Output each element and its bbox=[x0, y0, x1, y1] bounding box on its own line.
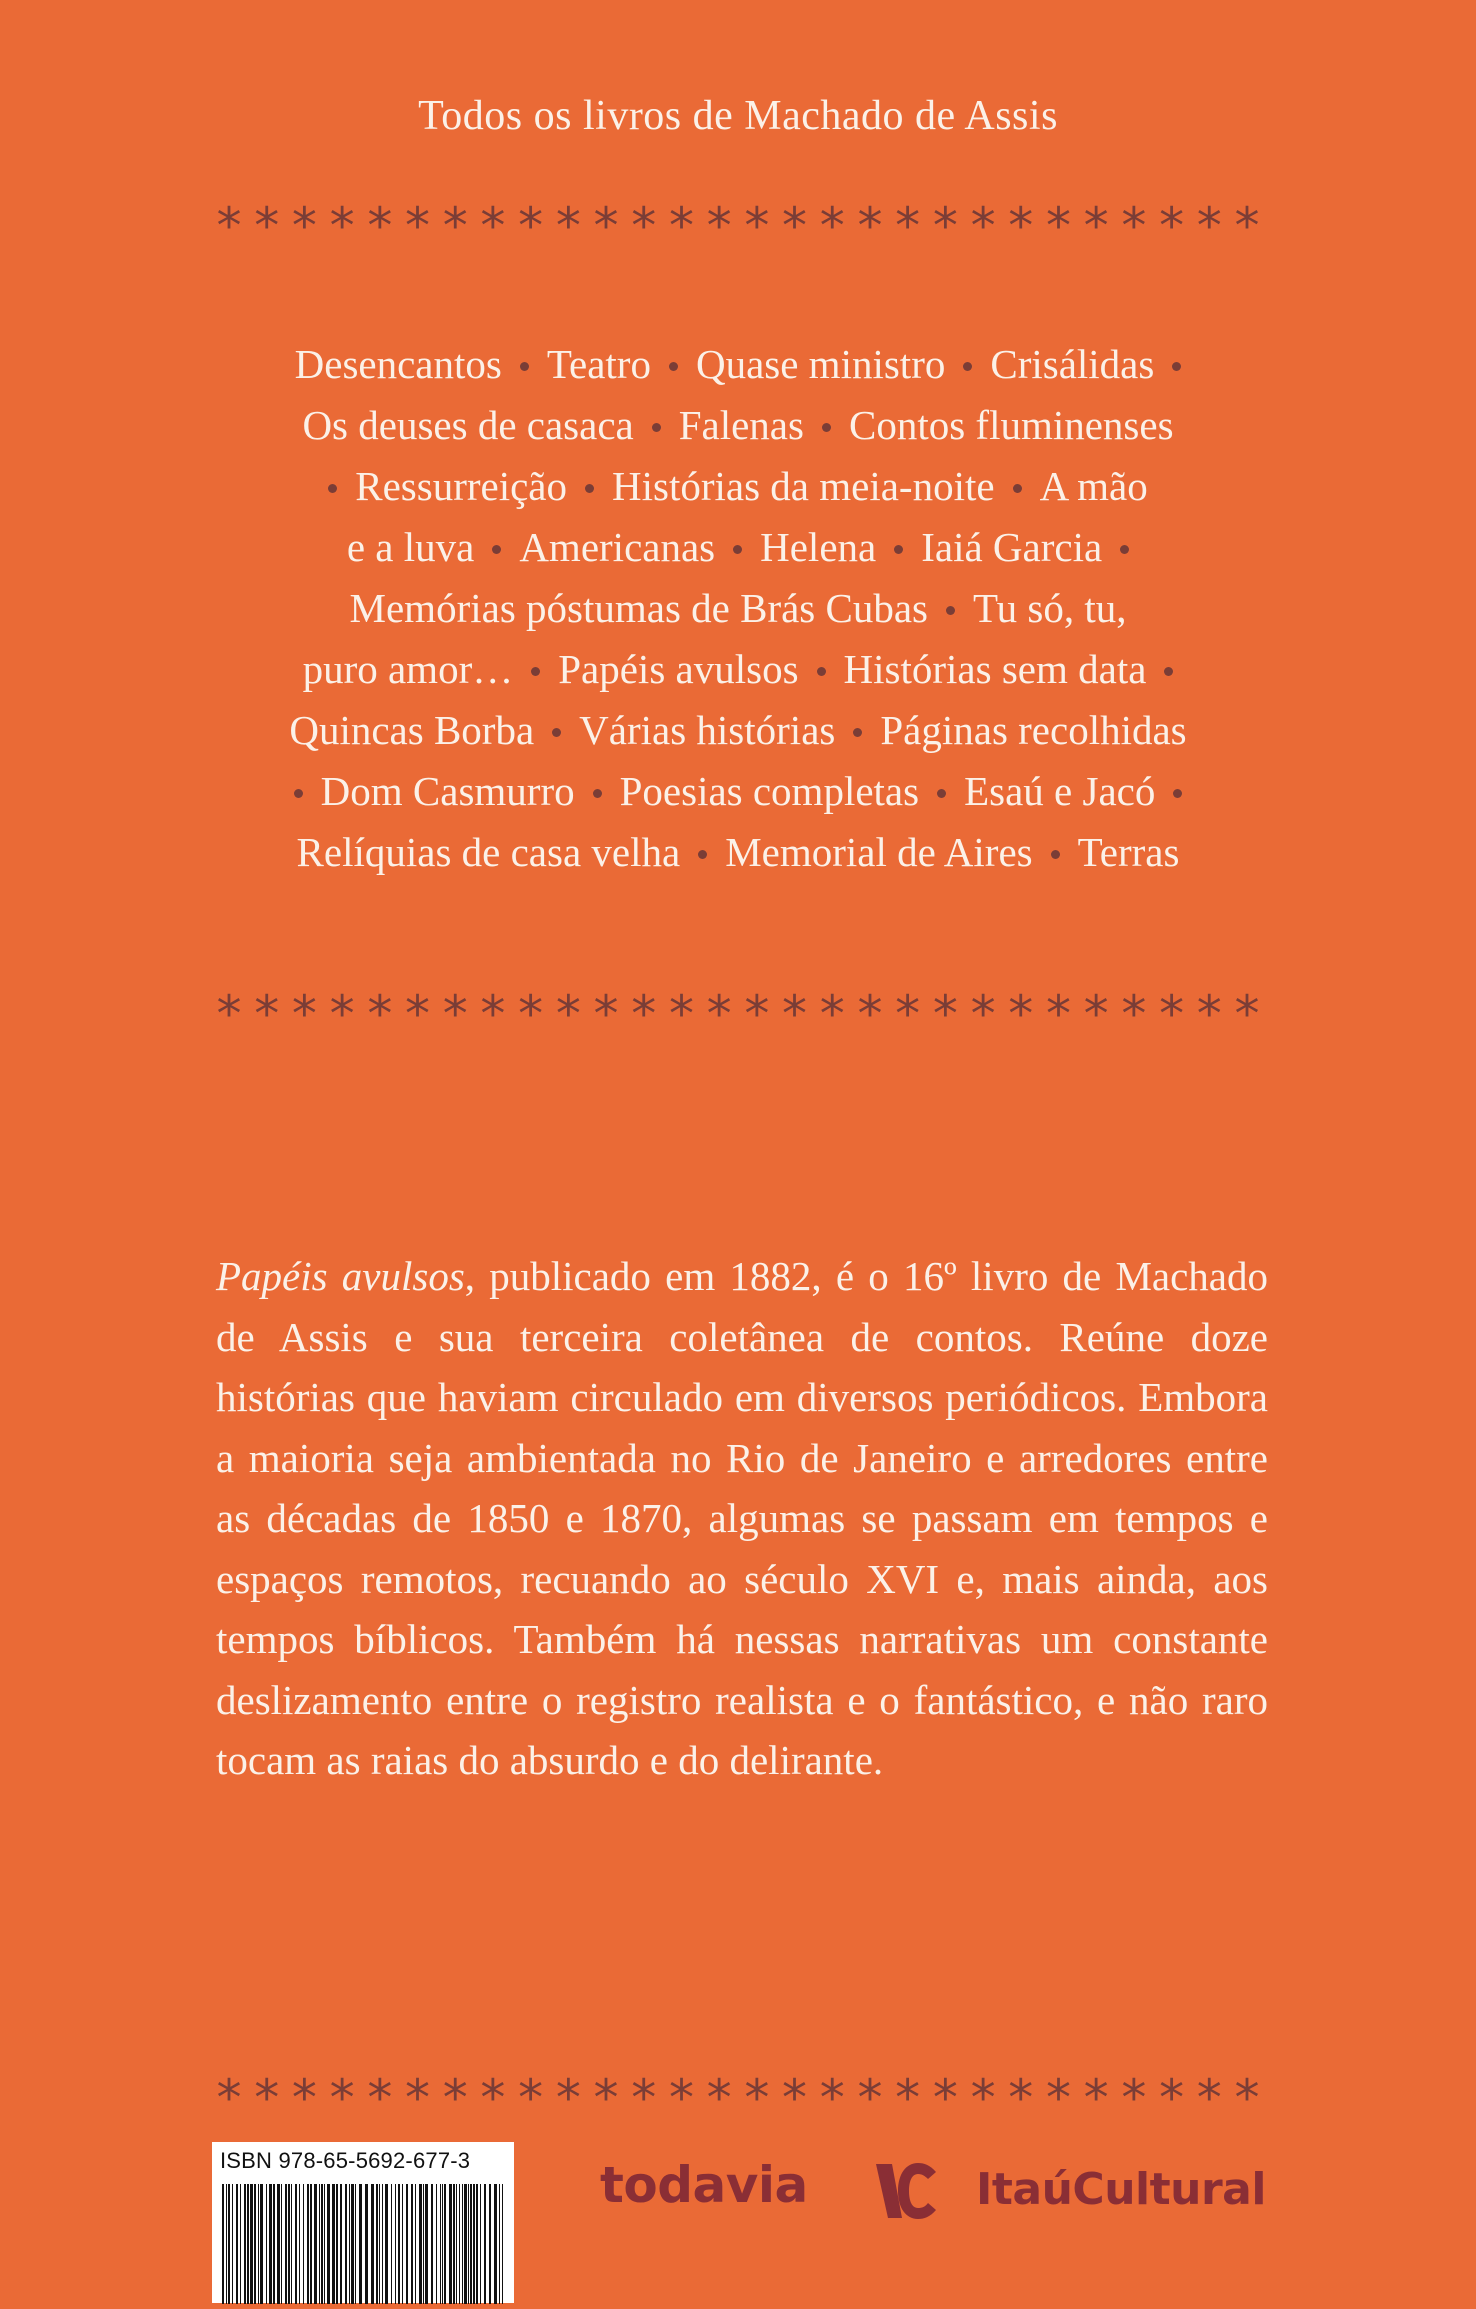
barcode-bar bbox=[489, 2184, 491, 2304]
bullet-separator-icon bbox=[652, 423, 661, 432]
asterisk-glyph: * bbox=[405, 197, 431, 255]
book-title: Os deuses de casaca bbox=[302, 402, 634, 448]
barcode-bar bbox=[319, 2184, 320, 2304]
barcode-bar bbox=[470, 2184, 472, 2304]
book-title: Memórias póstumas de Brás Cubas bbox=[349, 585, 929, 631]
asterisk-divider-top bbox=[212, 197, 1264, 255]
asterisk-glyph: * bbox=[254, 2069, 280, 2127]
asterisk-glyph: * bbox=[1083, 985, 1109, 1043]
barcode-bar bbox=[340, 2184, 342, 2304]
asterisk-glyph: * bbox=[1159, 2069, 1185, 2127]
barcode-bar bbox=[303, 2184, 304, 2304]
barcode-bar bbox=[273, 2184, 275, 2304]
bullet-separator-icon bbox=[853, 728, 862, 737]
asterisk-glyph: * bbox=[593, 2069, 619, 2127]
barcode-bar bbox=[244, 2184, 246, 2304]
barcode-bar bbox=[232, 2184, 233, 2304]
bullet-separator-icon bbox=[1172, 362, 1181, 371]
barcode-bar bbox=[376, 2184, 378, 2304]
book-title: Quincas Borba bbox=[289, 707, 535, 753]
synopsis-book-title: Papéis avulsos bbox=[216, 1253, 465, 1299]
book-title: Relíquias de casa velha bbox=[296, 829, 681, 875]
asterisk-glyph: * bbox=[1196, 197, 1222, 255]
barcode-bar bbox=[310, 2184, 312, 2304]
book-title: puro amor… bbox=[302, 646, 514, 692]
barcode-bar bbox=[314, 2184, 317, 2304]
asterisk-glyph: * bbox=[442, 2069, 468, 2127]
book-list-line bbox=[180, 456, 1296, 517]
book-list-line bbox=[180, 700, 1296, 761]
barcode-bar bbox=[236, 2184, 238, 2304]
book-title: Teatro bbox=[546, 341, 651, 387]
asterisk-glyph: * bbox=[291, 2069, 317, 2127]
bullet-separator-icon bbox=[894, 545, 903, 554]
barcode-bar bbox=[240, 2184, 241, 2304]
asterisk-glyph: * bbox=[782, 2069, 808, 2127]
asterisk-glyph: * bbox=[367, 985, 393, 1043]
asterisk-glyph: * bbox=[895, 197, 921, 255]
asterisk-glyph: * bbox=[970, 2069, 996, 2127]
asterisk-glyph: * bbox=[1159, 985, 1185, 1043]
barcode-bar bbox=[419, 2184, 422, 2304]
barcode-bar bbox=[398, 2184, 400, 2304]
asterisk-glyph: * bbox=[480, 985, 506, 1043]
bullet-separator-icon bbox=[963, 362, 972, 371]
book-list-line bbox=[180, 639, 1296, 700]
asterisk-glyph: * bbox=[1234, 985, 1260, 1043]
barcode-bar bbox=[307, 2184, 309, 2304]
barcode-bar bbox=[449, 2184, 452, 2304]
book-title: Americanas bbox=[519, 524, 716, 570]
asterisk-divider-middle bbox=[212, 985, 1264, 1043]
asterisk-glyph: * bbox=[631, 197, 657, 255]
asterisk-glyph: * bbox=[668, 985, 694, 1043]
book-title: Crisálidas bbox=[990, 341, 1155, 387]
bullet-separator-icon bbox=[520, 362, 529, 371]
barcode-bar bbox=[299, 2184, 300, 2304]
barcode-bar bbox=[464, 2184, 467, 2304]
asterisk-glyph: * bbox=[744, 2069, 770, 2127]
asterisk-glyph: * bbox=[1121, 2069, 1147, 2127]
barcode-bar bbox=[288, 2184, 290, 2304]
bullet-separator-icon bbox=[946, 606, 955, 615]
barcode-bar bbox=[385, 2184, 388, 2304]
bullet-separator-icon bbox=[585, 484, 594, 493]
asterisk-glyph: * bbox=[932, 2069, 958, 2127]
bullet-separator-icon bbox=[1013, 484, 1022, 493]
book-title: Memorial de Aires bbox=[725, 829, 1033, 875]
asterisk-glyph: * bbox=[480, 197, 506, 255]
asterisk-glyph: * bbox=[442, 197, 468, 255]
barcode-bar bbox=[222, 2184, 224, 2304]
bullet-separator-icon bbox=[531, 667, 540, 676]
asterisk-glyph: * bbox=[593, 985, 619, 1043]
asterisk-glyph: * bbox=[744, 197, 770, 255]
bullet-separator-icon bbox=[1173, 789, 1182, 798]
asterisk-glyph: * bbox=[518, 985, 544, 1043]
book-title: Contos fluminenses bbox=[848, 402, 1174, 448]
barcode-bar bbox=[406, 2184, 408, 2304]
barcode-bar bbox=[391, 2184, 392, 2304]
barcode-bar bbox=[371, 2184, 374, 2304]
asterisk-glyph: * bbox=[1121, 197, 1147, 255]
barcode-bar bbox=[285, 2184, 287, 2304]
itau-cultural-mark-icon bbox=[872, 2160, 938, 2222]
asterisk-glyph: * bbox=[216, 2069, 242, 2127]
barcode-bar bbox=[395, 2184, 396, 2304]
asterisk-glyph: * bbox=[216, 985, 242, 1043]
asterisk-glyph: * bbox=[555, 2069, 581, 2127]
book-list-line bbox=[180, 395, 1296, 456]
asterisk-glyph: * bbox=[668, 197, 694, 255]
barcode-bar bbox=[277, 2184, 280, 2304]
asterisk-glyph: * bbox=[782, 197, 808, 255]
asterisk-glyph: * bbox=[706, 197, 732, 255]
asterisk-glyph: * bbox=[1083, 197, 1109, 255]
isbn-barcode bbox=[212, 2142, 514, 2303]
barcode-bar bbox=[266, 2184, 267, 2304]
book-title: Desencantos bbox=[294, 341, 502, 387]
asterisk-glyph: * bbox=[1008, 985, 1034, 1043]
book-title: A mão bbox=[1039, 463, 1148, 509]
asterisk-glyph: * bbox=[1008, 197, 1034, 255]
barcode-bars bbox=[220, 2184, 506, 2304]
asterisk-glyph: * bbox=[744, 985, 770, 1043]
asterisk-glyph: * bbox=[706, 2069, 732, 2127]
asterisk-glyph: * bbox=[1045, 985, 1071, 1043]
book-title: Ressurreição bbox=[355, 463, 567, 509]
asterisk-glyph: * bbox=[216, 197, 242, 255]
barcode-bar bbox=[228, 2184, 230, 2304]
todavia-logo: todavia bbox=[600, 2156, 808, 2214]
book-title: Helena bbox=[760, 524, 877, 570]
asterisk-glyph: * bbox=[857, 985, 883, 1043]
asterisk-glyph: * bbox=[1196, 2069, 1222, 2127]
barcode-bar bbox=[402, 2184, 403, 2304]
bullet-separator-icon bbox=[937, 789, 946, 798]
book-title: Histórias da meia-noite bbox=[612, 463, 995, 509]
barcode-bar bbox=[332, 2184, 335, 2304]
barcode-bar bbox=[442, 2184, 443, 2304]
barcode-bar bbox=[359, 2184, 362, 2304]
asterisk-glyph: * bbox=[1159, 197, 1185, 255]
bullet-separator-icon bbox=[698, 850, 707, 859]
book-title: Falenas bbox=[678, 402, 804, 448]
book-title: Iaiá Garcia bbox=[921, 524, 1103, 570]
barcode-bar bbox=[480, 2184, 481, 2304]
asterisk-glyph: * bbox=[593, 197, 619, 255]
book-list-line bbox=[180, 578, 1296, 639]
asterisk-glyph: * bbox=[518, 197, 544, 255]
asterisk-glyph: * bbox=[367, 2069, 393, 2127]
book-title: e a luva bbox=[346, 524, 475, 570]
book-title: Várias histórias bbox=[579, 707, 836, 753]
book-list-line bbox=[180, 761, 1296, 822]
bullet-separator-icon bbox=[1051, 850, 1060, 859]
book-list bbox=[180, 334, 1296, 883]
asterisk-glyph: * bbox=[970, 197, 996, 255]
asterisk-divider-bottom bbox=[212, 2069, 1264, 2127]
book-list-line bbox=[180, 334, 1296, 395]
barcode-bar bbox=[379, 2184, 380, 2304]
asterisk-glyph: * bbox=[405, 2069, 431, 2127]
bullet-separator-icon bbox=[1164, 667, 1173, 676]
barcode-bar bbox=[453, 2184, 455, 2304]
asterisk-glyph: * bbox=[1045, 197, 1071, 255]
bullet-separator-icon bbox=[817, 667, 826, 676]
asterisk-glyph: * bbox=[970, 985, 996, 1043]
book-list-line bbox=[180, 822, 1296, 883]
asterisk-glyph: * bbox=[932, 197, 958, 255]
asterisk-glyph: * bbox=[329, 985, 355, 1043]
barcode-bar bbox=[468, 2184, 469, 2304]
barcode-bar bbox=[473, 2184, 475, 2304]
book-title: Terras bbox=[1077, 829, 1180, 875]
book-title: Poesias completas bbox=[619, 768, 920, 814]
barcode-bar bbox=[425, 2184, 428, 2304]
asterisk-glyph: * bbox=[1196, 985, 1222, 1043]
barcode-bar bbox=[250, 2184, 253, 2304]
barcode-bar bbox=[484, 2184, 486, 2304]
bullet-separator-icon bbox=[1120, 545, 1129, 554]
barcode-bar bbox=[269, 2184, 272, 2304]
barcode-bar bbox=[440, 2184, 441, 2304]
barcode-bar bbox=[494, 2184, 497, 2304]
book-title: Quase ministro bbox=[695, 341, 946, 387]
asterisk-glyph: * bbox=[857, 197, 883, 255]
asterisk-glyph: * bbox=[291, 985, 317, 1043]
barcode-bar bbox=[411, 2184, 413, 2304]
bullet-separator-icon bbox=[733, 545, 742, 554]
barcode-bar bbox=[415, 2184, 416, 2304]
asterisk-glyph: * bbox=[442, 985, 468, 1043]
asterisk-glyph: * bbox=[932, 985, 958, 1043]
asterisk-glyph: * bbox=[329, 197, 355, 255]
asterisk-glyph: * bbox=[782, 985, 808, 1043]
asterisk-glyph: * bbox=[819, 985, 845, 1043]
barcode-bar bbox=[281, 2184, 282, 2304]
bullet-separator-icon bbox=[593, 789, 602, 798]
asterisk-glyph: * bbox=[895, 2069, 921, 2127]
synopsis bbox=[216, 1246, 1268, 1791]
asterisk-glyph: * bbox=[631, 985, 657, 1043]
asterisk-glyph: * bbox=[1234, 2069, 1260, 2127]
asterisk-glyph: * bbox=[1121, 985, 1147, 1043]
barcode-bar bbox=[295, 2184, 297, 2304]
bullet-separator-icon bbox=[328, 484, 337, 493]
asterisk-glyph: * bbox=[254, 197, 280, 255]
barcode-bar bbox=[351, 2184, 354, 2304]
asterisk-glyph: * bbox=[518, 2069, 544, 2127]
barcode-bar bbox=[459, 2184, 460, 2304]
header-title: Todos os livros de Machado de Assis bbox=[418, 93, 1058, 139]
barcode-bar bbox=[499, 2184, 500, 2304]
book-title: Histórias sem data bbox=[843, 646, 1147, 692]
barcode-bar bbox=[355, 2184, 356, 2304]
barcode-bar bbox=[321, 2184, 323, 2304]
asterisk-glyph: * bbox=[668, 2069, 694, 2127]
book-title: Esaú e Jacó bbox=[964, 768, 1156, 814]
asterisk-glyph: * bbox=[819, 2069, 845, 2127]
barcode-bar bbox=[444, 2184, 446, 2304]
barcode-bar bbox=[436, 2184, 437, 2304]
barcode-bar bbox=[254, 2184, 256, 2304]
asterisk-glyph: * bbox=[405, 985, 431, 1043]
asterisk-glyph: * bbox=[254, 985, 280, 1043]
synopsis-text: , publicado em 1882, é o 16º livro de Machado de Assis e sua terceira coletânea de contos. Reúne doze histórias que haviam circulado em diversos periódicos. Embora a maioria seja ambientada no Rio de Janeiro e arredores entre as décadas de 1850 e 1870, algumas se passam em tempos e espaços remotos, recuando ao século XVI e, mais ainda, aos tempos bíblicos. Também há nessas narrativas um constante deslizamento entre o registro realista e o fantástico, e não raro tocam as raias do absurdo e do delirante. bbox=[216, 1253, 1268, 1783]
barcode-bar bbox=[462, 2184, 463, 2304]
asterisk-glyph: * bbox=[631, 2069, 657, 2127]
bullet-separator-icon bbox=[492, 545, 501, 554]
barcode-bar bbox=[345, 2184, 347, 2304]
bullet-separator-icon bbox=[552, 728, 561, 737]
asterisk-glyph: * bbox=[555, 985, 581, 1043]
asterisk-glyph: * bbox=[819, 197, 845, 255]
barcode-bar bbox=[260, 2184, 263, 2304]
barcode-bar bbox=[365, 2184, 368, 2304]
barcode-bar bbox=[431, 2184, 433, 2304]
asterisk-glyph: * bbox=[1045, 2069, 1071, 2127]
isbn-label: ISBN 978-65-5692-677-3 bbox=[220, 2148, 471, 2173]
book-title: Páginas recolhidas bbox=[880, 707, 1187, 753]
asterisk-glyph: * bbox=[1234, 197, 1260, 255]
asterisk-glyph: * bbox=[555, 197, 581, 255]
asterisk-glyph: * bbox=[480, 2069, 506, 2127]
book-list-line bbox=[180, 517, 1296, 578]
barcode-bar bbox=[226, 2184, 227, 2304]
book-title: Papéis avulsos bbox=[558, 646, 799, 692]
asterisk-glyph: * bbox=[291, 197, 317, 255]
barcode-bar bbox=[423, 2184, 424, 2304]
asterisk-glyph: * bbox=[329, 2069, 355, 2127]
asterisk-glyph: * bbox=[1008, 2069, 1034, 2127]
barcode-bar bbox=[258, 2184, 259, 2304]
barcode-bar bbox=[324, 2184, 325, 2304]
asterisk-glyph: * bbox=[895, 985, 921, 1043]
barcode-bar bbox=[327, 2184, 330, 2304]
barcode-bar bbox=[291, 2184, 292, 2304]
barcode-bar bbox=[502, 2184, 503, 2304]
barcode-bar bbox=[456, 2184, 457, 2304]
barcode-bar bbox=[336, 2184, 338, 2304]
bullet-separator-icon bbox=[294, 789, 303, 798]
asterisk-glyph: * bbox=[367, 197, 393, 255]
barcode-bar bbox=[476, 2184, 478, 2304]
barcode-bar bbox=[247, 2184, 249, 2304]
asterisk-glyph: * bbox=[1083, 2069, 1109, 2127]
bullet-separator-icon bbox=[669, 362, 678, 371]
book-title: Tu só, tu, bbox=[973, 585, 1127, 631]
barcode-bar bbox=[349, 2184, 350, 2304]
asterisk-glyph: * bbox=[857, 2069, 883, 2127]
book-title: Dom Casmurro bbox=[320, 768, 575, 814]
itau-cultural-logo: ItaúCultural bbox=[976, 2164, 1266, 2215]
asterisk-glyph: * bbox=[706, 985, 732, 1043]
bullet-separator-icon bbox=[822, 423, 831, 432]
barcode-bar bbox=[382, 2184, 383, 2304]
